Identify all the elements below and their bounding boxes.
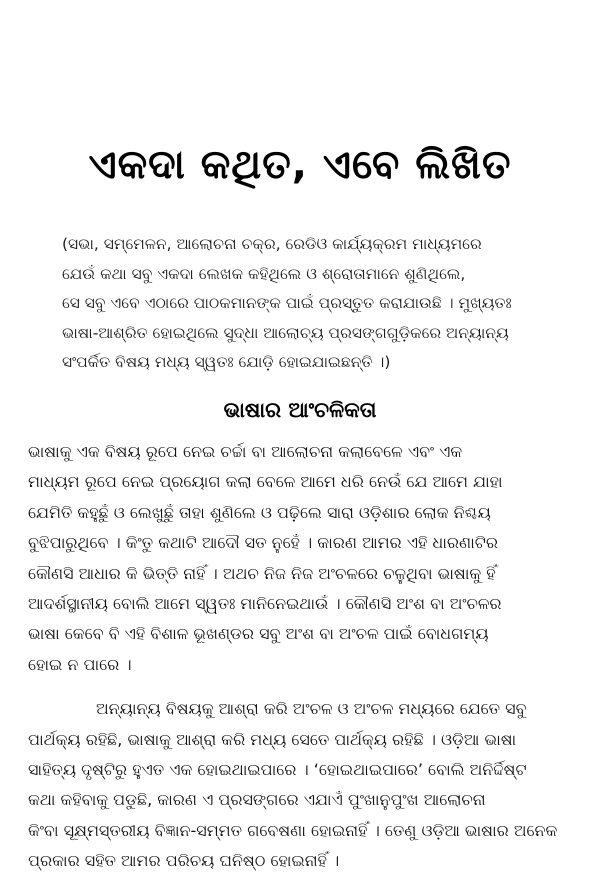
text-line: ସାହିତ୍ୟ ଦୃଷ୍ଟିରୁ ହୁଏତ ଏକ ହୋଇଥାଇପାରେ । ‘ହୋଇଥାଇପାରେ’ ବୋଲି ଅନିର୍ଦ୍ଦିଷ୍ଟ <box>28 760 527 780</box>
text-line: କଥା କହିବାକୁ ପଡୁଛି, କାରଣ ଏ ପ୍ରସଙ୍ଗରେ ଏଯାଏଁ ପୁଂଖାନୁପୁଂଖ ଆଲୋଚନା <box>28 790 486 810</box>
paragraph-1 <box>28 437 576 680</box>
text-line: ଅନ୍ୟାନ୍ୟ ବିଷୟକୁ ଆଶ୍ରା କରି ଅଂଚଳ ଓ ଅଂଚଳ ମଧ୍ୟରେ ଯେତେ ସବୁ <box>96 699 527 719</box>
text-line: କୌଣସି ଆଧାର କି ଭିତ୍ତି ନାହିଁ । ଅଥଚ ନିଜ ନିଜ ଅଂଚଳରେ ଚଳୁଥିବା ଭାଷାକୁ ହିଁ <box>28 563 496 583</box>
text-line: ଯେମିତି କହୁଛୁଁ ଓ ଲେଖୁଛୁଁ ତାହା ଶୁଣିଲେ ଓ ପଢ଼ିଲେ ସାରା ଓଡ଼ିଶାର ଲୋକ ନିଶ୍ଚୟ <box>28 502 491 522</box>
text-line: ପ୍ରକାର ସହିତ ଆମର ପରିଚୟ ଘନିଷ୍ଠ ହୋଇନାହିଁ । <box>28 851 340 871</box>
intro-line: ସଂପର୍କିତ ବିଷୟ ମଧ୍ୟ ସ୍ୱତଃ ଯୋଡ଼ି ହୋଇଯାଇଛନ୍ତି ।) <box>62 353 391 371</box>
intro-note <box>62 230 562 378</box>
body-text <box>28 437 576 877</box>
text-line: ବୁଝିପାରୁଥିବେ । କିଂତୁ କଥାଟି ଆଦୌ ସତ ନୁହେଁ । କାରଣ ଆମର ଏହି ଧାରଣାଟିର <box>28 533 498 553</box>
text-line: ଭାଷାକୁ ଏକ ବିଷୟ ରୂପେ ନେଇ ଚର୍ଚ୍ଚା ବା ଆଲୋଚନା କଲାବେଳେ ଏବଂ ଏକ <box>28 442 463 461</box>
page-title: ଏକଦା କଥିତ, ଏବେ ଲିଖିତ <box>88 142 512 188</box>
text-line: ଆଦର୍ଶସ୍ଥାନୀୟ ବୋଲି ଆମେ ସ୍ୱତଃ ମାନିନେଇଥାଉଁ । କୌଣସି ଅଂଶ ବା ଅଂଚଳର <box>28 594 502 614</box>
intro-line: ଭାଷା-ଆଶ୍ରିତ ହୋଇଥିଲେ ସୁଦ୍ଧା ଆଲୋଚ୍ୟ ପ୍ରସଙ୍ଗଗୁଡ଼ିକରେ ଅନ୍ୟାନ୍ୟ <box>62 323 509 342</box>
text-line: ହୋଇ ନ ପାରେ । <box>28 654 132 674</box>
text-line: ଭାଷା କେବେ ବି ଏହି ବିଶାଳ ଭୂଖଣ୍ଡର ସବୁ ଅଂଶ ବା ଅଂଚଳ ପାଇଁ ବୋଧଗମ୍ୟ <box>28 624 489 644</box>
intro-line: ସେ ସବୁ ଏବେ ଏଠାରେ ପାଠକମାନଙ୍କ ପାଇଁ ପ୍ରସ୍ତୁତ କରାଯାଉଛି । ମୁଖ୍ୟତଃ <box>62 294 512 312</box>
intro-line: ଯେଉଁ କଥା ସବୁ ଏକଦା ଲେଖକ କହିଥିଲେ ଓ ଶ୍ରୋତାମାନେ ଶୁଣିଥିଲେ, <box>62 264 466 283</box>
text-line: କିଂବା ସୂକ୍ଷ୍ମସ୍ତରୀୟ ବିଜ୍ଞାନ-ସମ୍ମତ ଗବେଷଣା ହୋଇନାହିଁ । ତେଣୁ ଓଡ଼ିଆ ଭାଷାର ଅନେକ <box>28 820 558 840</box>
intro-line: (ସଭା, ସମ୍ମେଳନ, ଆଲୋଚନା ଚକ୍ର, ରେଡିଓ କାର୍ଯ୍ୟକ୍ରମ ମାଧ୍ୟମରେ <box>62 235 482 253</box>
text-line: ପାର୍ଥକ୍ୟ ରହିଛି, ଭାଷାକୁ ଆଶ୍ରା କରି ମଧ୍ୟ ସେତେ ପାର୍ଥକ୍ୟ ରହିଛି । ଓଡ଼ିଆ ଭାଷା <box>28 729 517 749</box>
section-heading: ଭାଷାର ଆଂଚଳିକତା <box>223 398 377 422</box>
paragraph-gap <box>28 680 576 694</box>
paragraph-2 <box>28 694 576 876</box>
text-line: ମାଧ୍ୟମ ରୂପେ ନେଇ ପ୍ରୟୋଗ କଲା ବେଳେ ଆମେ ଧରି ନେଉଁ ଯେ ଆମେ ଯାହା <box>28 472 503 492</box>
